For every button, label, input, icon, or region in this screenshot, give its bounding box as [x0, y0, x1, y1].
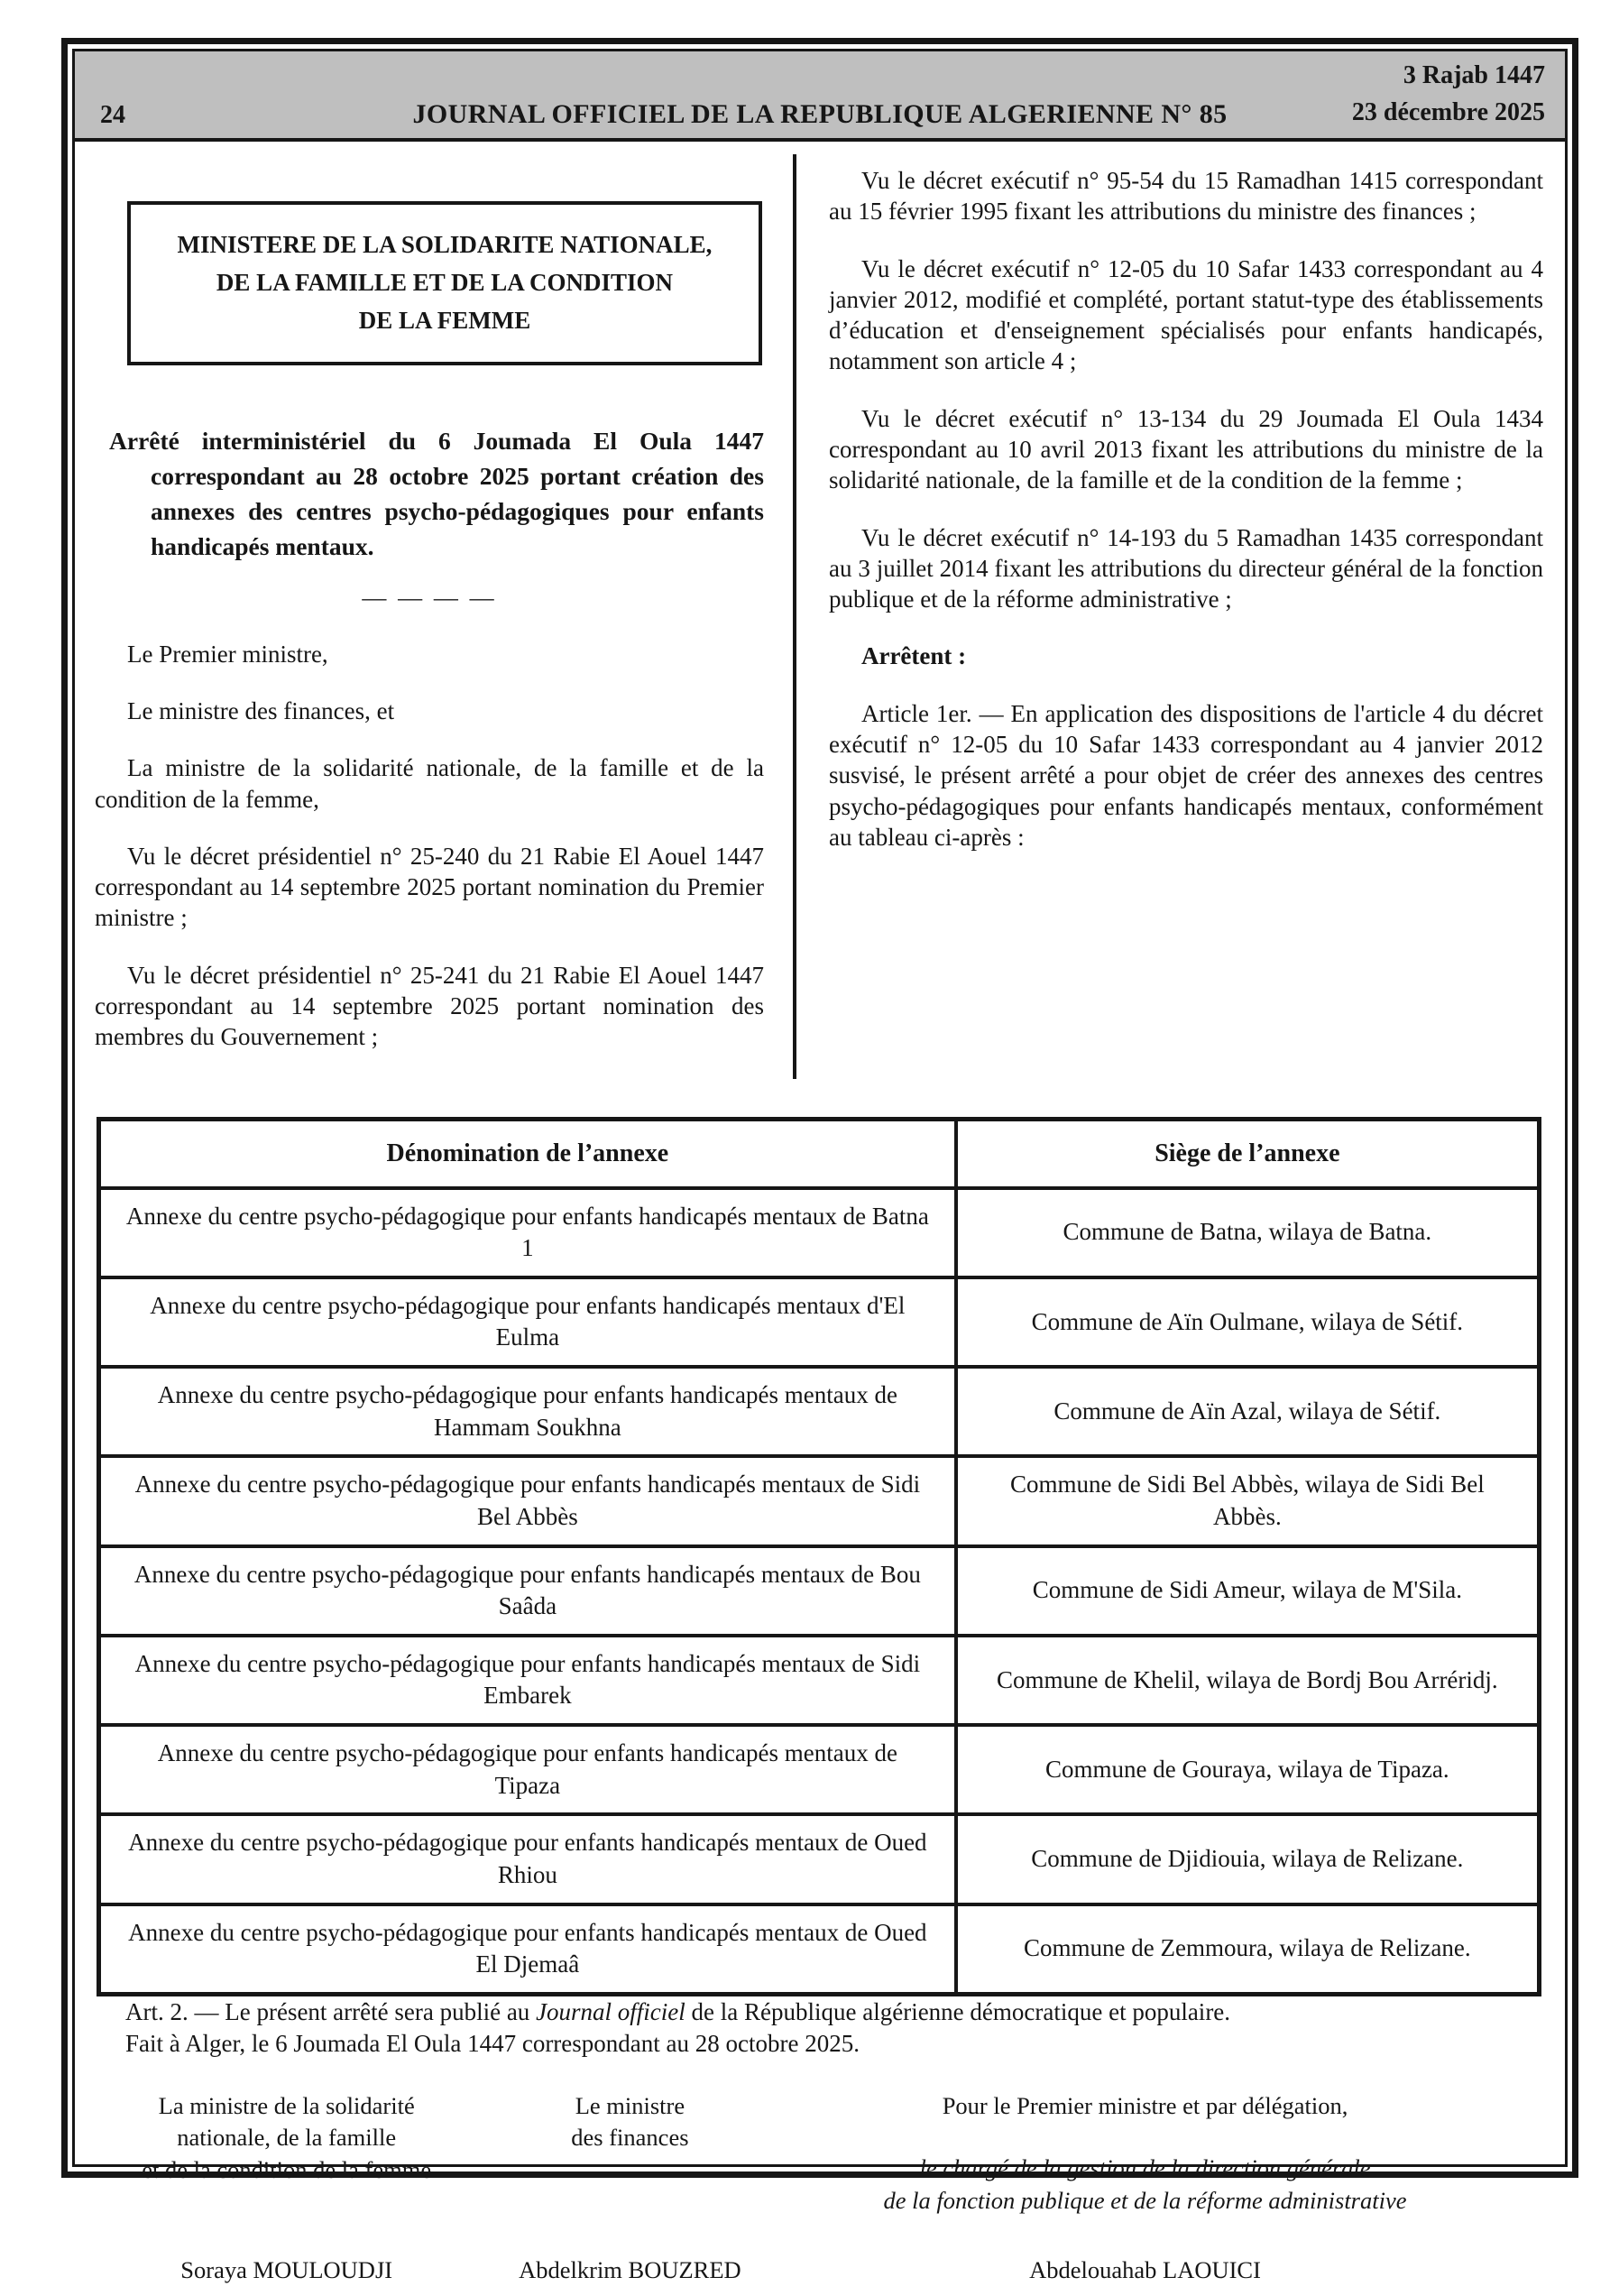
cell-denomination: Annexe du centre psycho-pédagogique pour enfants handicapés mentaux de Oued Rhiou: [99, 1814, 956, 1904]
paragraph-ministre-finances: Le ministre des finances, et: [127, 697, 395, 724]
two-column-section: [95, 154, 1543, 1079]
paragraph-decret-25-241: Vu le décret présidentiel n° 25-241 du 21 Rabie El Aouel 1447 correspondant au 14 septembre 2025 portant nomination des membres du Gouvernement ;: [95, 961, 764, 1051]
table-row: [99, 1546, 1540, 1636]
left-column: [95, 154, 764, 1079]
cell-denomination: Annexe du centre psycho-pédagogique pour enfants handicapés mentaux de Batna 1: [99, 1188, 956, 1277]
fait-a-alger-line: Fait à Alger, le 6 Joumada El Oula 1447 correspondant au 28 octobre 2025.: [125, 2029, 860, 2057]
paragraph-premier-ministre: Le Premier ministre,: [127, 640, 328, 668]
article-2-prefix: Art. 2. — Le présent arrêté sera publié au: [125, 1997, 537, 2025]
cell-siege: Commune de Sidi Ameur, wilaya de M'Sila.: [956, 1546, 1540, 1636]
signature-title-line: Le ministre: [575, 2091, 685, 2119]
delegation-line: Pour le Premier ministre et par délégation,: [942, 2091, 1348, 2119]
cell-siege: Commune de Aïn Azal, wilaya de Sétif.: [956, 1367, 1540, 1456]
cell-siege: Commune de Zemmoura, wilaya de Relizane.: [956, 1904, 1540, 1995]
table-header-siege: Siège de l’annexe: [956, 1119, 1540, 1188]
article-2-suffix: de la République algérienne démocratique et populaire.: [685, 1997, 1231, 2025]
paragraph-decret-14-193: Vu le décret exécutif n° 14-193 du 5 Ramadhan 1435 correspondant au 3 juillet 2014 fixant les attributions du directeur général de la fonction publique et de la réforme administrative ;: [828, 523, 1543, 613]
decree-title: Arrêté interministériel du 6 Joumada El Oula 1447 correspondant au 28 octobre 2025 portant création des annexes des centres psycho-pédagogiques pour enfants handicapés mentaux.: [109, 426, 764, 560]
signature-title-line: nationale, de la famille: [177, 2124, 397, 2152]
page-content: [75, 142, 1565, 2296]
table-row: [99, 1456, 1540, 1545]
ministry-line-3: DE LA FEMME: [358, 306, 531, 334]
table-row: [99, 1188, 1540, 1277]
signature-minister-finance: [497, 2090, 763, 2296]
journal-title: JOURNAL OFFICIEL DE LA REPUBLIQUE ALGERIENNE N° 85: [412, 99, 1228, 129]
section-separator: — — — —: [362, 583, 497, 611]
cell-siege: Commune de Sidi Bel Abbès, wilaya de Sidi Bel Abbès.: [956, 1456, 1540, 1545]
signatory-name-laouici: Abdelouahab LAOUICI: [1029, 2256, 1261, 2284]
charge-line: de la fonction publique et de la réforme administrative: [883, 2186, 1407, 2214]
annex-table: [97, 1117, 1541, 1996]
signature-title-line: et de la condition de la femme: [142, 2155, 432, 2183]
article-2-paragraph: [98, 1996, 1540, 2028]
cell-siege: Commune de Khelil, wilaya de Bordj Bou Arréridj.: [956, 1636, 1540, 1725]
cell-siege: Commune de Aïn Oulmane, wilaya de Sétif.: [956, 1277, 1540, 1367]
header-band: [75, 51, 1565, 142]
article-1-paragraph: Article 1er. — En application des dispositions de l'article 4 du décret exécutif n° 12-05 du 10 Safar 1433 correspondant au 4 janvier 2012 susvisé, le présent arrêté a pour objet de créer des annexes des centres psycho-pédagogiques pour enfants handicapés mentaux, conformément au tableau ci-après :: [828, 699, 1543, 851]
gregorian-date: 23 décembre 2025: [1351, 97, 1545, 126]
table-row: [99, 1367, 1540, 1456]
hijri-date: 3 Rajab 1447: [1403, 61, 1545, 89]
cell-denomination: Annexe du centre psycho-pédagogique pour enfants handicapés mentaux d'El Eulma: [99, 1277, 956, 1367]
charge-gestion-lines: [763, 2153, 1527, 2217]
paragraph-ministre-solidarite: La ministre de la solidarité nationale, de la famille et de la condition de la femme,: [95, 754, 764, 813]
signatory-name-mouloudji: Soraya MOULOUDJI: [180, 2256, 393, 2284]
cell-denomination: Annexe du centre psycho-pédagogique pour enfants handicapés mentaux de Sidi Embarek: [99, 1636, 956, 1725]
paragraph-decret-12-05: Vu le décret exécutif n° 12-05 du 10 Safar 1433 correspondant au 4 janvier 2012, modifié et complété, portant statut-type des établissements d’éducation et d'enseignement spécialisés pour enfants handicapés, notamment son article 4 ;: [828, 254, 1543, 375]
signature-minister-solidarity: [125, 2090, 447, 2296]
table-header-row: [99, 1119, 1540, 1188]
signature-title-line: La ministre de la solidarité: [158, 2091, 415, 2119]
paragraph-decret-95-54: Vu le décret exécutif n° 95-54 du 15 Ramadhan 1415 correspondant au 15 février 1995 fixant les attributions du ministre des finances ;: [828, 167, 1543, 226]
right-column: [829, 154, 1543, 1079]
column-divider-rule: [793, 154, 796, 1079]
issue-dates: [1352, 58, 1545, 131]
charge-line: le chargé de la gestion de la direction générale: [919, 2154, 1371, 2182]
table-row: [99, 1725, 1540, 1814]
inner-frame: [72, 49, 1568, 2284]
table-row: [99, 1277, 1540, 1367]
signature-title-line: des finances: [571, 2124, 689, 2152]
page-frame: [61, 38, 1578, 2284]
table-row: [99, 1904, 1540, 1995]
table-row: [99, 1636, 1540, 1725]
cell-denomination: Annexe du centre psycho-pédagogique pour enfants handicapés mentaux de Tipaza: [99, 1725, 956, 1814]
cell-siege: Commune de Djidiouia, wilaya de Relizane.: [956, 1814, 1540, 1904]
cell-siege: Commune de Gouraya, wilaya de Tipaza.: [956, 1725, 1540, 1814]
table-header-denomination: Dénomination de l’annexe: [99, 1119, 956, 1188]
closing-section: [95, 1996, 1543, 2296]
paragraph-decret-25-240: Vu le décret présidentiel n° 25-240 du 21 Rabie El Aouel 1447 correspondant au 14 septembre 2025 portant nomination du Premier ministre ;: [95, 842, 764, 932]
ministry-heading-box: [127, 201, 762, 365]
cell-denomination: Annexe du centre psycho-pédagogique pour enfants handicapés mentaux de Bou Saâda: [99, 1546, 956, 1636]
paragraph-decret-13-134: Vu le décret exécutif n° 13-134 du 29 Joumada El Oula 1434 correspondant au 10 avril 2013 fixant les attributions du ministre de la solidarité nationale, de la famille et de la condition de la femme ;: [828, 404, 1543, 494]
ministry-line-2: DE LA FAMILLE ET DE LA CONDITION: [216, 268, 674, 296]
cell-denomination: Annexe du centre psycho-pédagogique pour enfants handicapés mentaux de Sidi Bel Abbès: [99, 1456, 956, 1545]
signatory-name-bouzred: Abdelkrim BOUZRED: [519, 2256, 741, 2284]
cell-denomination: Annexe du centre psycho-pédagogique pour enfants handicapés mentaux de Hammam Soukhna: [99, 1367, 956, 1456]
ministry-line-1: MINISTERE DE LA SOLIDARITE NATIONALE,: [177, 231, 713, 258]
page-number: 24: [100, 101, 125, 129]
cell-denomination: Annexe du centre psycho-pédagogique pour enfants handicapés mentaux de Oued El Djemaâ: [99, 1904, 956, 1995]
table-row: [99, 1814, 1540, 1904]
cell-siege: Commune de Batna, wilaya de Batna.: [956, 1188, 1540, 1277]
signature-block: [98, 2090, 1540, 2296]
journal-officiel-italic: Journal officiel: [536, 1997, 685, 2025]
signature-delegation: [763, 2090, 1527, 2296]
arretent-heading: Arrêtent :: [860, 642, 967, 670]
